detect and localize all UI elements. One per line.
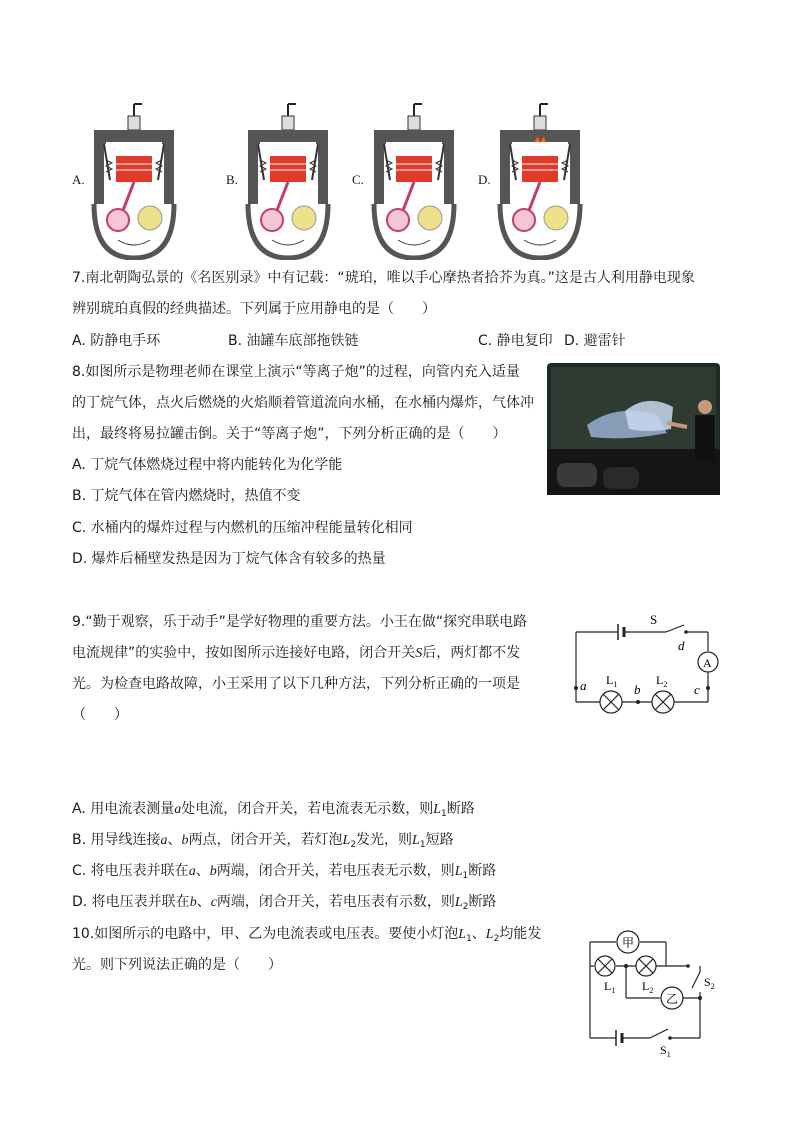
q7-stem-line2: 辨别琥珀真假的经典描述。下列属于应用静电的是（ ） (72, 301, 436, 317)
q9-stem-line4: （ ） (72, 707, 128, 723)
q9-label-a: a (580, 678, 587, 693)
engine-diagram-c (368, 100, 460, 260)
q8-option-b: B. 丁烷气体在管内燃烧时，热值不变 (72, 488, 301, 504)
q9-label-c: c (694, 682, 700, 697)
q9-label-switch: S (650, 612, 658, 627)
q9-stem-line1: 9.“勤于观察，乐于动手”是学好物理的重要方法。小王在做“探究串联电路 (72, 614, 528, 630)
q10-circuit-diagram (580, 928, 730, 1058)
q8-stem-line1: 8.如图所示是物理老师在课堂上演示“等离子炮”的过程，向管内充入适量 (72, 364, 520, 380)
q9-stem-line3: 光。为检查电路故障，小王采用了以下几种方法，下列分析正确的一项是 (72, 676, 520, 692)
plasma-cannon-photo (547, 363, 720, 495)
engine-diagram-b (242, 100, 334, 260)
engine-label-d: D. (478, 172, 491, 187)
engine-label-c: C. (352, 172, 364, 187)
engine-diagram-d (494, 100, 586, 260)
q10-meter-jia: 甲 (622, 936, 635, 950)
q7-stem-line1: 7.南北朝陶弘景的《名医别录》中有记载：“琥珀，唯以手心摩热者拾芥为真。”这是古人利用静电现象 (72, 270, 695, 286)
q10-label-s1: $S_1$ (660, 1043, 671, 1058)
q7-option-a: A. 防静电手环 (72, 333, 161, 349)
q8-stem-line3: 出，最终将易拉罐击倒。关于“等离子炮”，下列分析正确的是（ ） (72, 426, 507, 442)
q9-option-a: A. 用电流表测量a处电流，闭合开关，若电流表无示数，则$L_1$断路 (72, 801, 475, 819)
q8-stem-line2: 的丁烷气体，点火后燃烧的火焰顺着管道流向水桶，在水桶内爆炸，气体冲 (72, 395, 534, 411)
engine-label-b: B. (226, 172, 238, 187)
q9-ammeter-symbol: A (703, 656, 712, 670)
q9-stem-line2: 电流规律”的实验中，按如图所示连接好电路，闭合开关S后，两灯都不发 (72, 645, 521, 661)
q10-stem-line2: 光。则下列说法正确的是（ ） (72, 957, 282, 973)
q10-label-l2: $L_2$ (642, 979, 654, 995)
q7-option-c: C. 静电复印 (478, 333, 553, 349)
q9-label-l2: $L_2$ (656, 673, 668, 689)
q9-label-l1: $L_1$ (606, 673, 618, 689)
q9-circuit-diagram (566, 608, 726, 720)
q10-meter-yi: 乙 (666, 992, 679, 1006)
q9-option-c: C. 将电压表并联在a、b两端，闭合开关，若电压表无示数，则$L_1$断路 (72, 863, 497, 881)
engine-label-a: A. (72, 172, 85, 187)
q8-option-d: D. 爆炸后桶壁发热是因为丁烷气体含有较多的热量 (72, 551, 386, 567)
q7-option-d: D. 避雷针 (564, 333, 626, 349)
engine-diagram-a (88, 100, 180, 260)
q9-label-b: b (634, 682, 641, 697)
q8-option-a: A. 丁烷气体燃烧过程中将内能转化为化学能 (72, 457, 343, 473)
q7-option-b: B. 油罐车底部拖铁链 (228, 333, 359, 349)
q9-label-d: d (678, 638, 685, 653)
q9-option-b: B. 用导线连接a、b两点，闭合开关，若灯泡$L_2$发光，则$L_1$短路 (72, 832, 454, 850)
q9-option-d: D. 将电压表并联在b、c两端，闭合开关，若电压表有示数，则$L_2$断路 (72, 894, 497, 912)
q8-option-c: C. 水桶内的爆炸过程与内燃机的压缩冲程能量转化相同 (72, 520, 413, 536)
q10-label-l1: $L_1$ (604, 979, 616, 995)
q10-label-s2: $S_2$ (704, 975, 715, 991)
q10-stem-line1: 10.如图所示的电路中，甲、乙为电流表或电压表。要使小灯泡$L_1$、$L_2$均能发 (72, 926, 542, 944)
